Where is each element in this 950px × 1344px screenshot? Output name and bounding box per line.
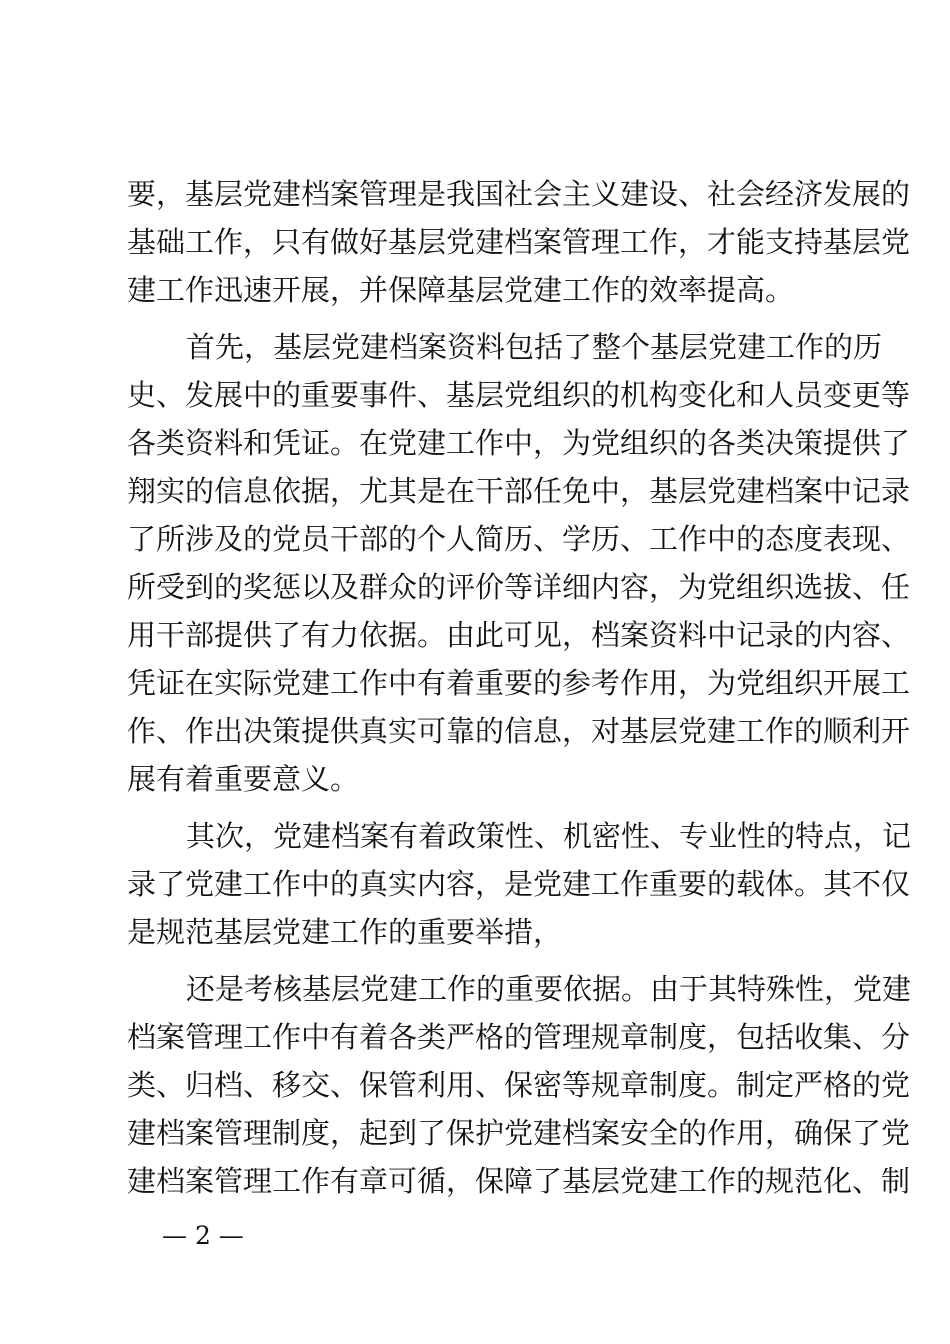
- paragraph-4-line-1: 还是考核基层党建工作的重要依据。由于其特殊性，党建: [186, 972, 912, 1006]
- paragraph-4-line-5: 建档案管理工作有章可循，保障了基层党建工作的规范化、制: [127, 1164, 911, 1198]
- paragraph-2-line-7: 用干部提供了有力依据。由此可见，档案资料中记录的内容、: [127, 618, 911, 652]
- paragraph-2-line-1: 首先，基层党建档案资料包括了整个基层党建工作的历: [186, 330, 883, 364]
- paragraph-1-line-2: 基础工作，只有做好基层党建档案管理工作，才能支持基层党: [127, 225, 911, 259]
- paragraph-3-line-3: 是规范基层党建工作的重要举措，: [127, 915, 563, 949]
- paragraph-2-line-10: 展有着重要意义。: [127, 762, 360, 796]
- paragraph-4-line-2: 档案管理工作中有着各类严格的管理规章制度，包括收集、分: [127, 1020, 911, 1054]
- paragraph-2-line-2: 史、发展中的重要事件、基层党组织的机构变化和人员变更等: [127, 378, 911, 412]
- paragraph-2-line-9: 作、作出决策提供真实可靠的信息，对基层党建工作的顺利开: [127, 714, 911, 748]
- paragraph-2-line-5: 了所涉及的党员干部的个人简历、学历、工作中的态度表现、: [127, 522, 911, 556]
- paragraph-3-line-1: 其次，党建档案有着政策性、机密性、专业性的特点，记: [186, 819, 912, 853]
- paragraph-2-line-8: 凭证在实际党建工作中有着重要的参考作用，为党组织开展工: [127, 666, 911, 700]
- paragraph-4-line-3: 类、归档、移交、保管利用、保密等规章制度。制定严格的党: [127, 1068, 911, 1102]
- paragraph-2-line-4: 翔实的信息依据，尤其是在干部任免中，基层党建档案中记录: [127, 474, 911, 508]
- paragraph-2-line-3: 各类资料和凭证。在党建工作中，为党组织的各类决策提供了: [127, 426, 911, 460]
- paragraph-4-line-4: 建档案管理制度，起到了保护党建档案安全的作用，确保了党: [127, 1116, 911, 1150]
- paragraph-1-line-1: 要，基层党建档案管理是我国社会主义建设、社会经济发展的: [127, 177, 911, 211]
- paragraph-2-line-6: 所受到的奖惩以及群众的评价等详细内容，为党组织选拔、任: [127, 570, 911, 604]
- paragraph-3-line-2: 录了党建工作中的真实内容，是党建工作重要的载体。其不仅: [127, 867, 911, 901]
- paragraph-1-line-3: 建工作迅速开展，并保障基层党建工作的效率提高。: [127, 273, 795, 307]
- page-number: — 2 —: [162, 1221, 244, 1250]
